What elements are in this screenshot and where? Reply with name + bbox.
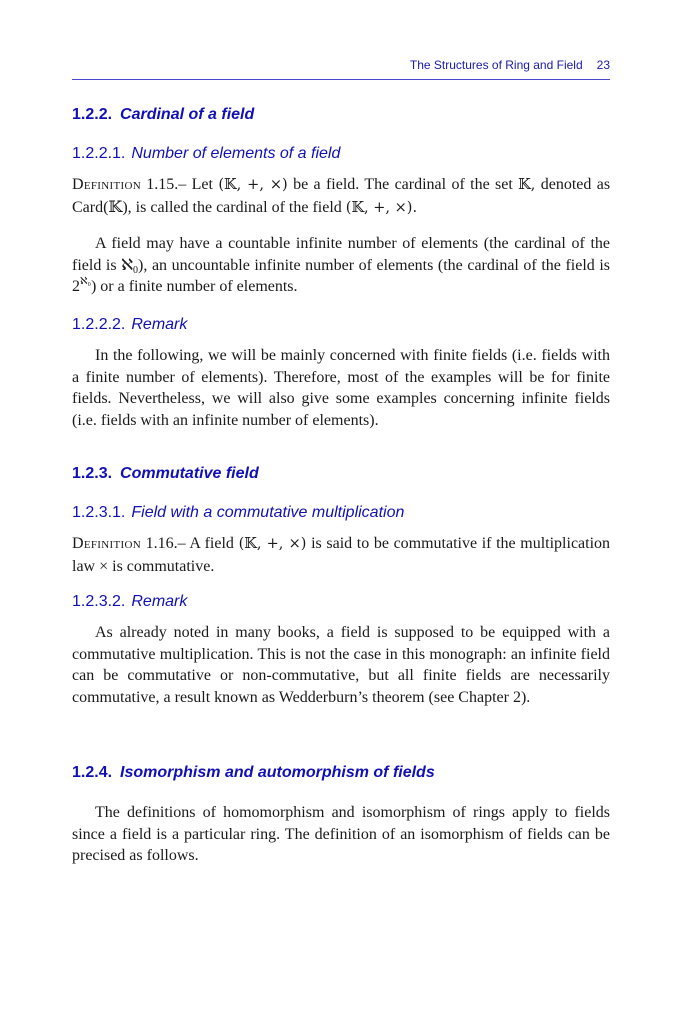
superscript-aleph: ℵ₀ [80,276,91,287]
definition-text: Let [191,176,213,193]
definition-text: be a field. The cardinal of the set [293,176,513,193]
subsection-title: Field with a commutative multiplication [131,504,405,521]
section-heading-1-2-2 [72,106,254,124]
field-tuple: (𝕂, +, ×). [345,199,418,216]
definition-number: 1.16.– [145,535,186,552]
running-title: The Structures of Ring and Field [409,58,583,72]
set-symbol: 𝕂, [518,177,536,193]
paragraph-text: ) or a finite number of elements. [90,278,298,295]
paragraph-isomorphism: The definitions of homomorphism and isomorphism of rings apply to fields since a field is a particular ring. The definition of an isomorphism of fields can be precised as follows. [72,804,610,864]
subsection-title: Number of elements of a field [131,145,341,162]
subsection-heading-1-2-3-1 [72,504,404,522]
field-tuple: (𝕂, +, ×) [238,536,307,552]
subsection-heading-1-2-2-1 [72,145,340,163]
paragraph-remark-wedderburn: As already noted in many books, a field is supposed to be equipped with a commutative multiplication. This is not the case in this monograph: an infinite field can be commutative or non-commutative, but all finite fields are necessarily commutative, a result known as Wedderburn’s theorem (see Chapter 2). [72,624,610,706]
section-number: 1.2.3. [72,465,113,482]
paragraph-text: ), an uncountable infinite number of elements (the cardinal of the field is 2 [72,256,610,295]
section-heading-1-2-4 [72,764,435,782]
definition-text: is said to be commutative if the multiplication law × is commutative. [72,535,611,575]
running-header [72,58,610,72]
section-title: Isomorphism and automorphism of fields [120,764,435,781]
section-title: Cardinal of a field [120,106,255,123]
section-title: Commutative field [120,465,259,482]
subsection-heading-1-2-3-2 [72,593,187,611]
section-number: 1.2.4. [72,764,113,781]
subscript-zero: 0 [133,264,139,276]
subsection-number: 1.2.2.1. [72,145,126,162]
definition-1-16 [72,533,610,577]
definition-label: Definition [72,535,141,552]
definition-1-15 [72,174,610,219]
subsection-number: 1.2.2.2. [72,316,126,333]
field-tuple: (𝕂, +, ×) [218,177,288,193]
subsection-number: 1.2.3.1. [72,504,126,521]
subsection-heading-1-2-2-2 [72,316,187,334]
definition-text: A field [189,535,234,552]
definition-text: denoted as Card(𝕂), is called the cardinal of the field [72,176,611,216]
page-number: 23 [596,58,610,72]
header-rule [72,79,610,80]
paragraph-text: A field may have a countable infinite number of elements (the cardinal of the field is ℵ [72,235,610,274]
subsection-number: 1.2.3.2. [72,593,126,610]
definition-label: Definition [72,176,141,193]
paragraph-cardinal [72,233,610,298]
paragraph-remark-finite-fields: In the following, we will be mainly concerned with finite fields (i.e. fields with a finite number of elements). Therefore, most of the examples will be for finite fields. Nevertheless, we will also give some examples concerning infinite fields (i.e. fields with an infinite number of elements). [72,347,610,429]
definition-number: 1.15.– [146,176,187,193]
subsection-title: Remark [131,593,188,610]
section-number: 1.2.2. [72,106,113,123]
section-heading-1-2-3 [72,465,259,483]
subsection-title: Remark [131,316,188,333]
